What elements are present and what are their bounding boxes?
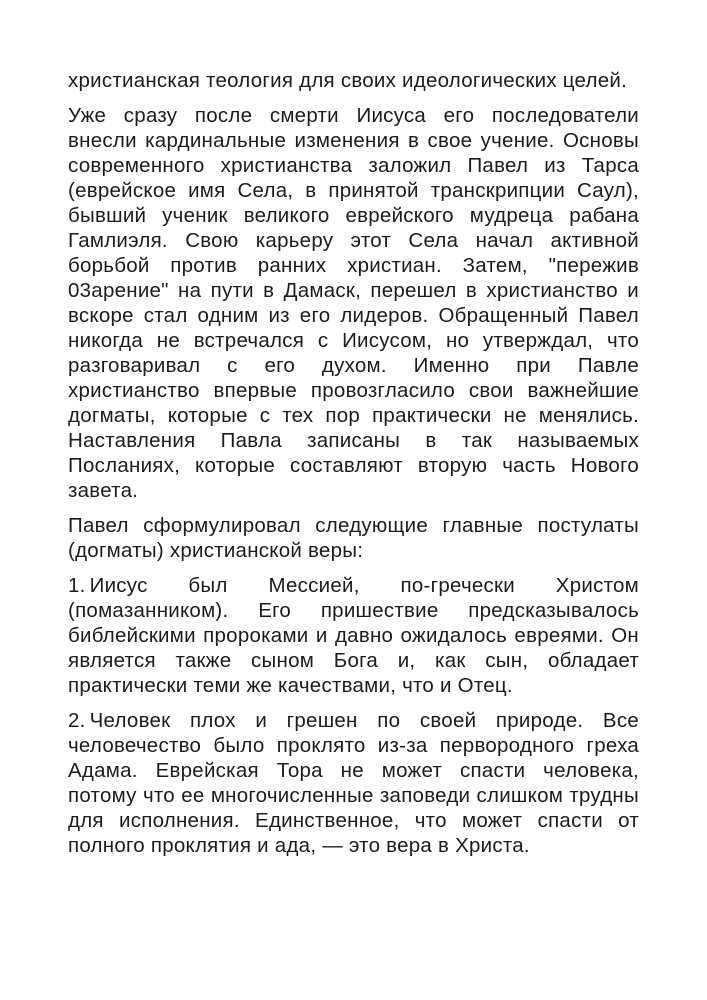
paragraph-postulates-intro: Павел сформулировал следующие главные постулаты (догматы) христианской веры: [68, 514, 639, 562]
list-item-number: 1. [68, 574, 86, 597]
document-page [68, 68, 639, 868]
paragraph-paul-history: Уже сразу после смерти Иисуса его последователи внесли кардинальные изменения в свое учение. Основы современного христианства заложил Павел из Тарса (еврейское имя Села, в принятой транскрипции Саул), бывший ученик великого еврейского мудреца рабана Гамлиэля. Свою карьеру этот Села начал активной борьбой против ранних христиан. Затем, "пережив 03арение" на пути в Дамаск, перешел в христианство и вскоре стал одним из его лидеров. Обращенный Павел никогда не встречался с Иисусом, но утверждал, что разговаривал с его духом. Именно при Павле христианство впервые провозгласило свои важнейшие догматы, которые с тех пор практически не менялись. Наставления Павла записаны в так называемых Посланиях, которые составляют вторую часть Нового завета. [68, 104, 639, 502]
list-item-text: Иисус был Мессией, по-гречески Христом (помазанником). Его пришествие предсказывалось библейскими пророками и давно ожидалось евреями. Он является также сыном Бога и, как сын, обладает практически теми же качествами, что и Отец. [68, 574, 639, 697]
list-item-text: Человек плох и грешен по своей природе. Все человечество было проклято из-за первородного греха Адама. Еврейская Тора не может спасти человека, потому что ее многочисленные заповеди слишком трудны для исполнения. Единственное, что может спасти от полного проклятия и ада, — это вера в Христа. [68, 709, 639, 857]
list-item-number: 2. [68, 709, 86, 732]
list-item-2 [68, 708, 639, 858]
paragraph-continuation: христианская теология для своих идеологических целей. [68, 69, 628, 92]
list-item-1 [68, 573, 639, 698]
